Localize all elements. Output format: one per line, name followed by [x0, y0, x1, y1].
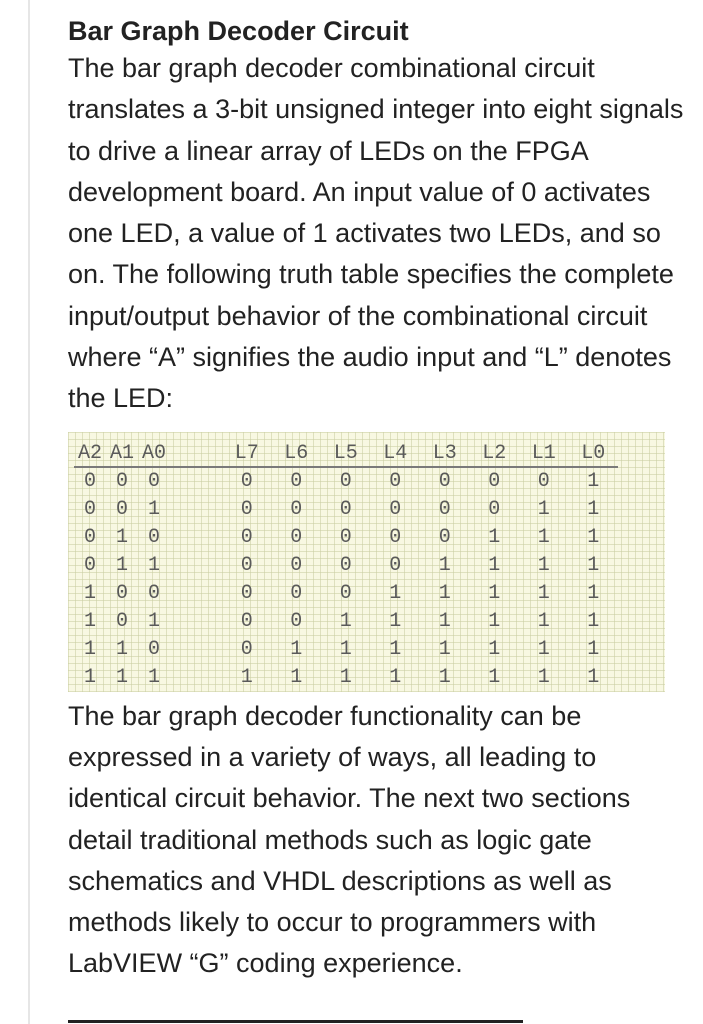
header-l0: L0	[569, 442, 619, 467]
header-gap	[170, 442, 222, 467]
table-cell: 0	[83, 470, 96, 494]
table-gap	[170, 580, 222, 608]
table-gap	[170, 608, 222, 636]
table-cell: 1	[488, 526, 501, 550]
header-a1: A1	[106, 442, 138, 467]
table-cell: 0	[339, 554, 352, 578]
table-cell: 0	[290, 498, 303, 522]
table-cell: 1	[537, 498, 550, 522]
header-l7: L7	[222, 442, 272, 467]
table-cell: 1	[587, 470, 600, 494]
table-cell: 1	[587, 554, 600, 578]
table-cell: 0	[240, 526, 253, 550]
table-cell: 0	[115, 610, 128, 634]
header-a0: A0	[138, 442, 170, 467]
header-l4: L4	[371, 442, 421, 467]
table-cell: 1	[587, 498, 600, 522]
truth-table	[74, 442, 618, 692]
table-cell: 0	[339, 470, 352, 494]
table-row	[74, 467, 618, 496]
truth-table-body	[74, 467, 618, 692]
header-l6: L6	[272, 442, 322, 467]
table-cell: 1	[83, 582, 96, 606]
table-cell: 0	[389, 498, 402, 522]
table-cell: 0	[339, 498, 352, 522]
table-cell: 1	[147, 666, 160, 690]
table-cell: 0	[290, 470, 303, 494]
table-cell: 0	[83, 554, 96, 578]
table-row	[74, 664, 618, 692]
table-cell: 1	[537, 526, 550, 550]
table-cell: 1	[488, 582, 501, 606]
table-cell: 1	[115, 554, 128, 578]
table-cell: 0	[240, 582, 253, 606]
table-cell: 1	[488, 666, 501, 690]
table-cell: 0	[438, 526, 451, 550]
table-cell: 0	[83, 498, 96, 522]
table-cell: 1	[438, 582, 451, 606]
table-cell: 1	[587, 638, 600, 662]
table-cell: 1	[115, 638, 128, 662]
table-cell: 1	[438, 638, 451, 662]
table-cell: 0	[339, 526, 352, 550]
header-l2: L2	[470, 442, 520, 467]
table-gap	[170, 496, 222, 524]
table-cell: 0	[290, 582, 303, 606]
table-cell: 0	[240, 498, 253, 522]
table-cell: 0	[83, 526, 96, 550]
table-cell: 0	[147, 582, 160, 606]
table-cell: 0	[389, 554, 402, 578]
table-cell: 1	[147, 554, 160, 578]
next-heading-cutoff	[68, 1018, 523, 1024]
table-cell: 0	[438, 470, 451, 494]
table-cell: 1	[290, 638, 303, 662]
table-cell: 0	[389, 526, 402, 550]
truth-table-header-row	[74, 442, 618, 467]
table-row	[74, 524, 618, 552]
table-cell: 1	[389, 638, 402, 662]
table-cell: 0	[240, 554, 253, 578]
table-cell: 0	[389, 470, 402, 494]
table-cell: 1	[488, 638, 501, 662]
table-cell: 0	[115, 498, 128, 522]
table-cell: 1	[115, 526, 128, 550]
table-cell: 1	[389, 610, 402, 634]
table-cell: 1	[339, 666, 352, 690]
table-cell: 1	[147, 498, 160, 522]
header-l1: L1	[519, 442, 569, 467]
table-cell: 1	[537, 638, 550, 662]
page-left-border	[28, 0, 30, 1024]
table-cell: 0	[290, 526, 303, 550]
table-cell: 1	[240, 666, 253, 690]
table-cell: 0	[488, 498, 501, 522]
closing-paragraph: The bar graph decoder functionality can be expressed in a variety of ways, all leading to identical circuit behavior. The next two sections detail traditional methods such as logic gate schematics and VHDL descriptions as well as methods likely to occur to programmers with LabVIEW “G” coding experience.	[68, 700, 631, 979]
table-row	[74, 580, 618, 608]
table-gap	[170, 664, 222, 692]
table-cell: 0	[488, 470, 501, 494]
table-gap	[170, 467, 222, 496]
table-cell: 0	[240, 638, 253, 662]
table-cell: 1	[438, 666, 451, 690]
table-row	[74, 552, 618, 580]
table-cell: 1	[537, 610, 550, 634]
table-gap	[170, 524, 222, 552]
table-cell: 0	[147, 470, 160, 494]
table-cell: 1	[389, 666, 402, 690]
table-row	[74, 496, 618, 524]
table-cell: 1	[115, 666, 128, 690]
table-cell: 0	[240, 470, 253, 494]
table-cell: 0	[537, 470, 550, 494]
table-cell: 1	[438, 610, 451, 634]
table-cell: 0	[290, 554, 303, 578]
table-cell: 0	[339, 582, 352, 606]
header-l3: L3	[420, 442, 470, 467]
table-cell: 1	[587, 582, 600, 606]
header-l5: L5	[321, 442, 371, 467]
table-cell: 1	[339, 638, 352, 662]
table-cell: 1	[537, 554, 550, 578]
table-cell: 0	[240, 610, 253, 634]
table-cell: 1	[488, 554, 501, 578]
table-cell: 1	[83, 638, 96, 662]
table-cell: 1	[290, 666, 303, 690]
intro-paragraph: The bar graph decoder combinational circuit translates a 3-bit unsigned integer into eight signals to drive a linear array of LEDs on the FPGA development board. An input value of 0 activates one LED, a value of 1 activates two LEDs, and so on. The following truth table specifies the complete input/output behavior of the combinational circuit where “A” signifies the audio input and “L” denotes the LED:	[68, 53, 684, 414]
table-cell: 1	[389, 582, 402, 606]
table-gap	[170, 552, 222, 580]
table-cell: 1	[339, 610, 352, 634]
table-cell: 1	[147, 610, 160, 634]
table-cell: 1	[537, 582, 550, 606]
table-cell: 1	[83, 666, 96, 690]
table-row	[74, 608, 618, 636]
table-cell: 0	[290, 610, 303, 634]
truth-table-figure	[68, 432, 665, 692]
table-row	[74, 636, 618, 664]
table-cell: 1	[587, 526, 600, 550]
section-title: Bar Graph Decoder Circuit	[68, 16, 409, 46]
table-cell: 1	[83, 610, 96, 634]
table-cell: 1	[438, 554, 451, 578]
table-cell: 0	[438, 498, 451, 522]
table-cell: 1	[488, 610, 501, 634]
table-cell: 1	[587, 610, 600, 634]
article-section	[68, 14, 698, 985]
table-cell: 0	[115, 470, 128, 494]
table-cell: 0	[115, 582, 128, 606]
table-cell: 0	[147, 526, 160, 550]
table-cell: 1	[587, 666, 600, 690]
table-gap	[170, 636, 222, 664]
table-cell: 1	[537, 666, 550, 690]
table-cell: 0	[147, 638, 160, 662]
header-a2: A2	[74, 442, 106, 467]
